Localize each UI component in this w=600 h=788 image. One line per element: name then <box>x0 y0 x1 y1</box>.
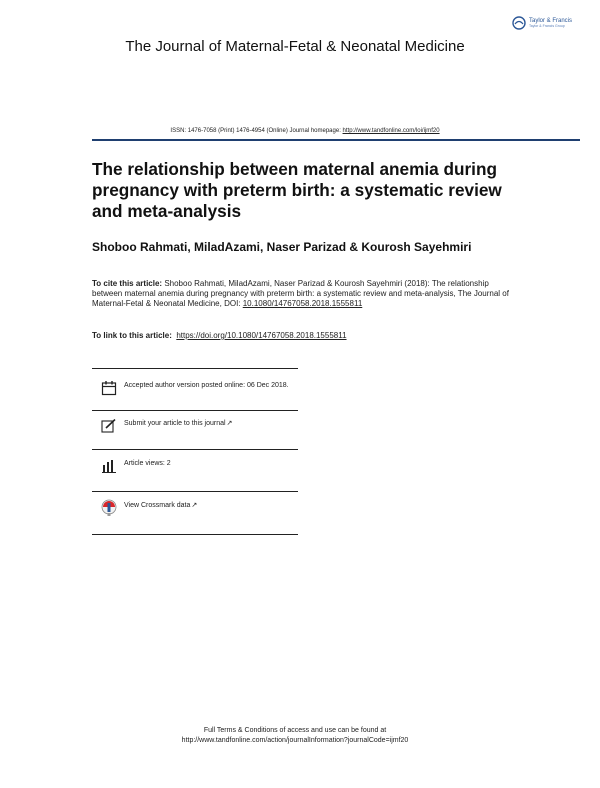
citation-text: Shoboo Rahmati, MiladAzami, Naser Parizad & Kourosh Sayehmiri (2018): The relationship between maternal anemia during pregnancy with preterm birth: a systematic review and meta-analysis, The Journal of Maternal-Fetal & Neonatal Medicine, DOI: <box>92 279 509 308</box>
edit-icon <box>100 418 118 434</box>
journal-homepage-link[interactable]: http://www.tandfonline.com/loi/ijmf20 <box>342 128 440 134</box>
bar-chart-icon <box>100 458 118 474</box>
calendar-icon <box>100 380 118 396</box>
article-authors: Shoboo Rahmati, MiladAzami, Naser Parizad & Kourosh Sayehmiri <box>92 240 472 254</box>
crossmark-text <box>124 500 197 510</box>
crossmark-link[interactable] <box>100 500 290 516</box>
taylor-francis-logo-icon <box>512 16 526 30</box>
accepted-text: Accepted author version posted online: 06 Dec 2018. <box>124 382 289 389</box>
article-link-label: To link to this article: <box>92 331 172 340</box>
logo-name: Taylor & Francis <box>529 17 573 24</box>
citation-block <box>92 279 512 309</box>
citation-doi-link[interactable]: 10.1080/14767058.2018.1555811 <box>242 299 363 308</box>
article-views-item <box>100 458 290 474</box>
publisher-logo <box>512 16 572 30</box>
footer <box>0 726 590 746</box>
logo-subtitle: Taylor & Francis Group <box>529 23 565 28</box>
crossmark-icon <box>100 500 118 516</box>
article-doi-link[interactable]: https://doi.org/10.1080/14767058.2018.1555811 <box>176 331 347 340</box>
footer-terms-link[interactable]: http://www.tandfonline.com/action/journalInformation?journalCode=ijmf20 <box>181 737 409 744</box>
issn-line <box>0 128 600 134</box>
header-divider <box>92 139 580 141</box>
citation-label: To cite this article: <box>92 279 163 288</box>
footer-terms-text: Full Terms & Conditions of access and use can be found at <box>203 727 387 734</box>
journal-title: The Journal of Maternal-Fetal & Neonatal Medicine <box>125 38 465 55</box>
external-link-icon: ↗ <box>226 420 233 427</box>
article-views-text: Article views: 2 <box>124 460 171 467</box>
info-box-divider <box>92 410 298 411</box>
issn-text: ISSN: 1476-7058 (Print) 1476-4954 (Online) Journal homepage: <box>170 128 343 134</box>
crossmark-label: View Crossmark data <box>124 502 191 509</box>
submit-article-link[interactable] <box>100 418 290 434</box>
info-box-bottom-border <box>92 534 298 535</box>
submit-article-label: Submit your article to this journal <box>124 420 226 427</box>
info-box-divider <box>92 449 298 450</box>
accepted-item <box>100 380 290 396</box>
info-box-divider <box>92 491 298 492</box>
article-title: The relationship between maternal anemia during pregnancy with preterm birth: a systematic review and meta-analysis <box>92 159 502 221</box>
article-link-line <box>92 331 347 340</box>
info-box-top-border <box>92 368 298 369</box>
external-link-icon: ↗ <box>191 502 198 509</box>
submit-article-text <box>124 418 232 428</box>
